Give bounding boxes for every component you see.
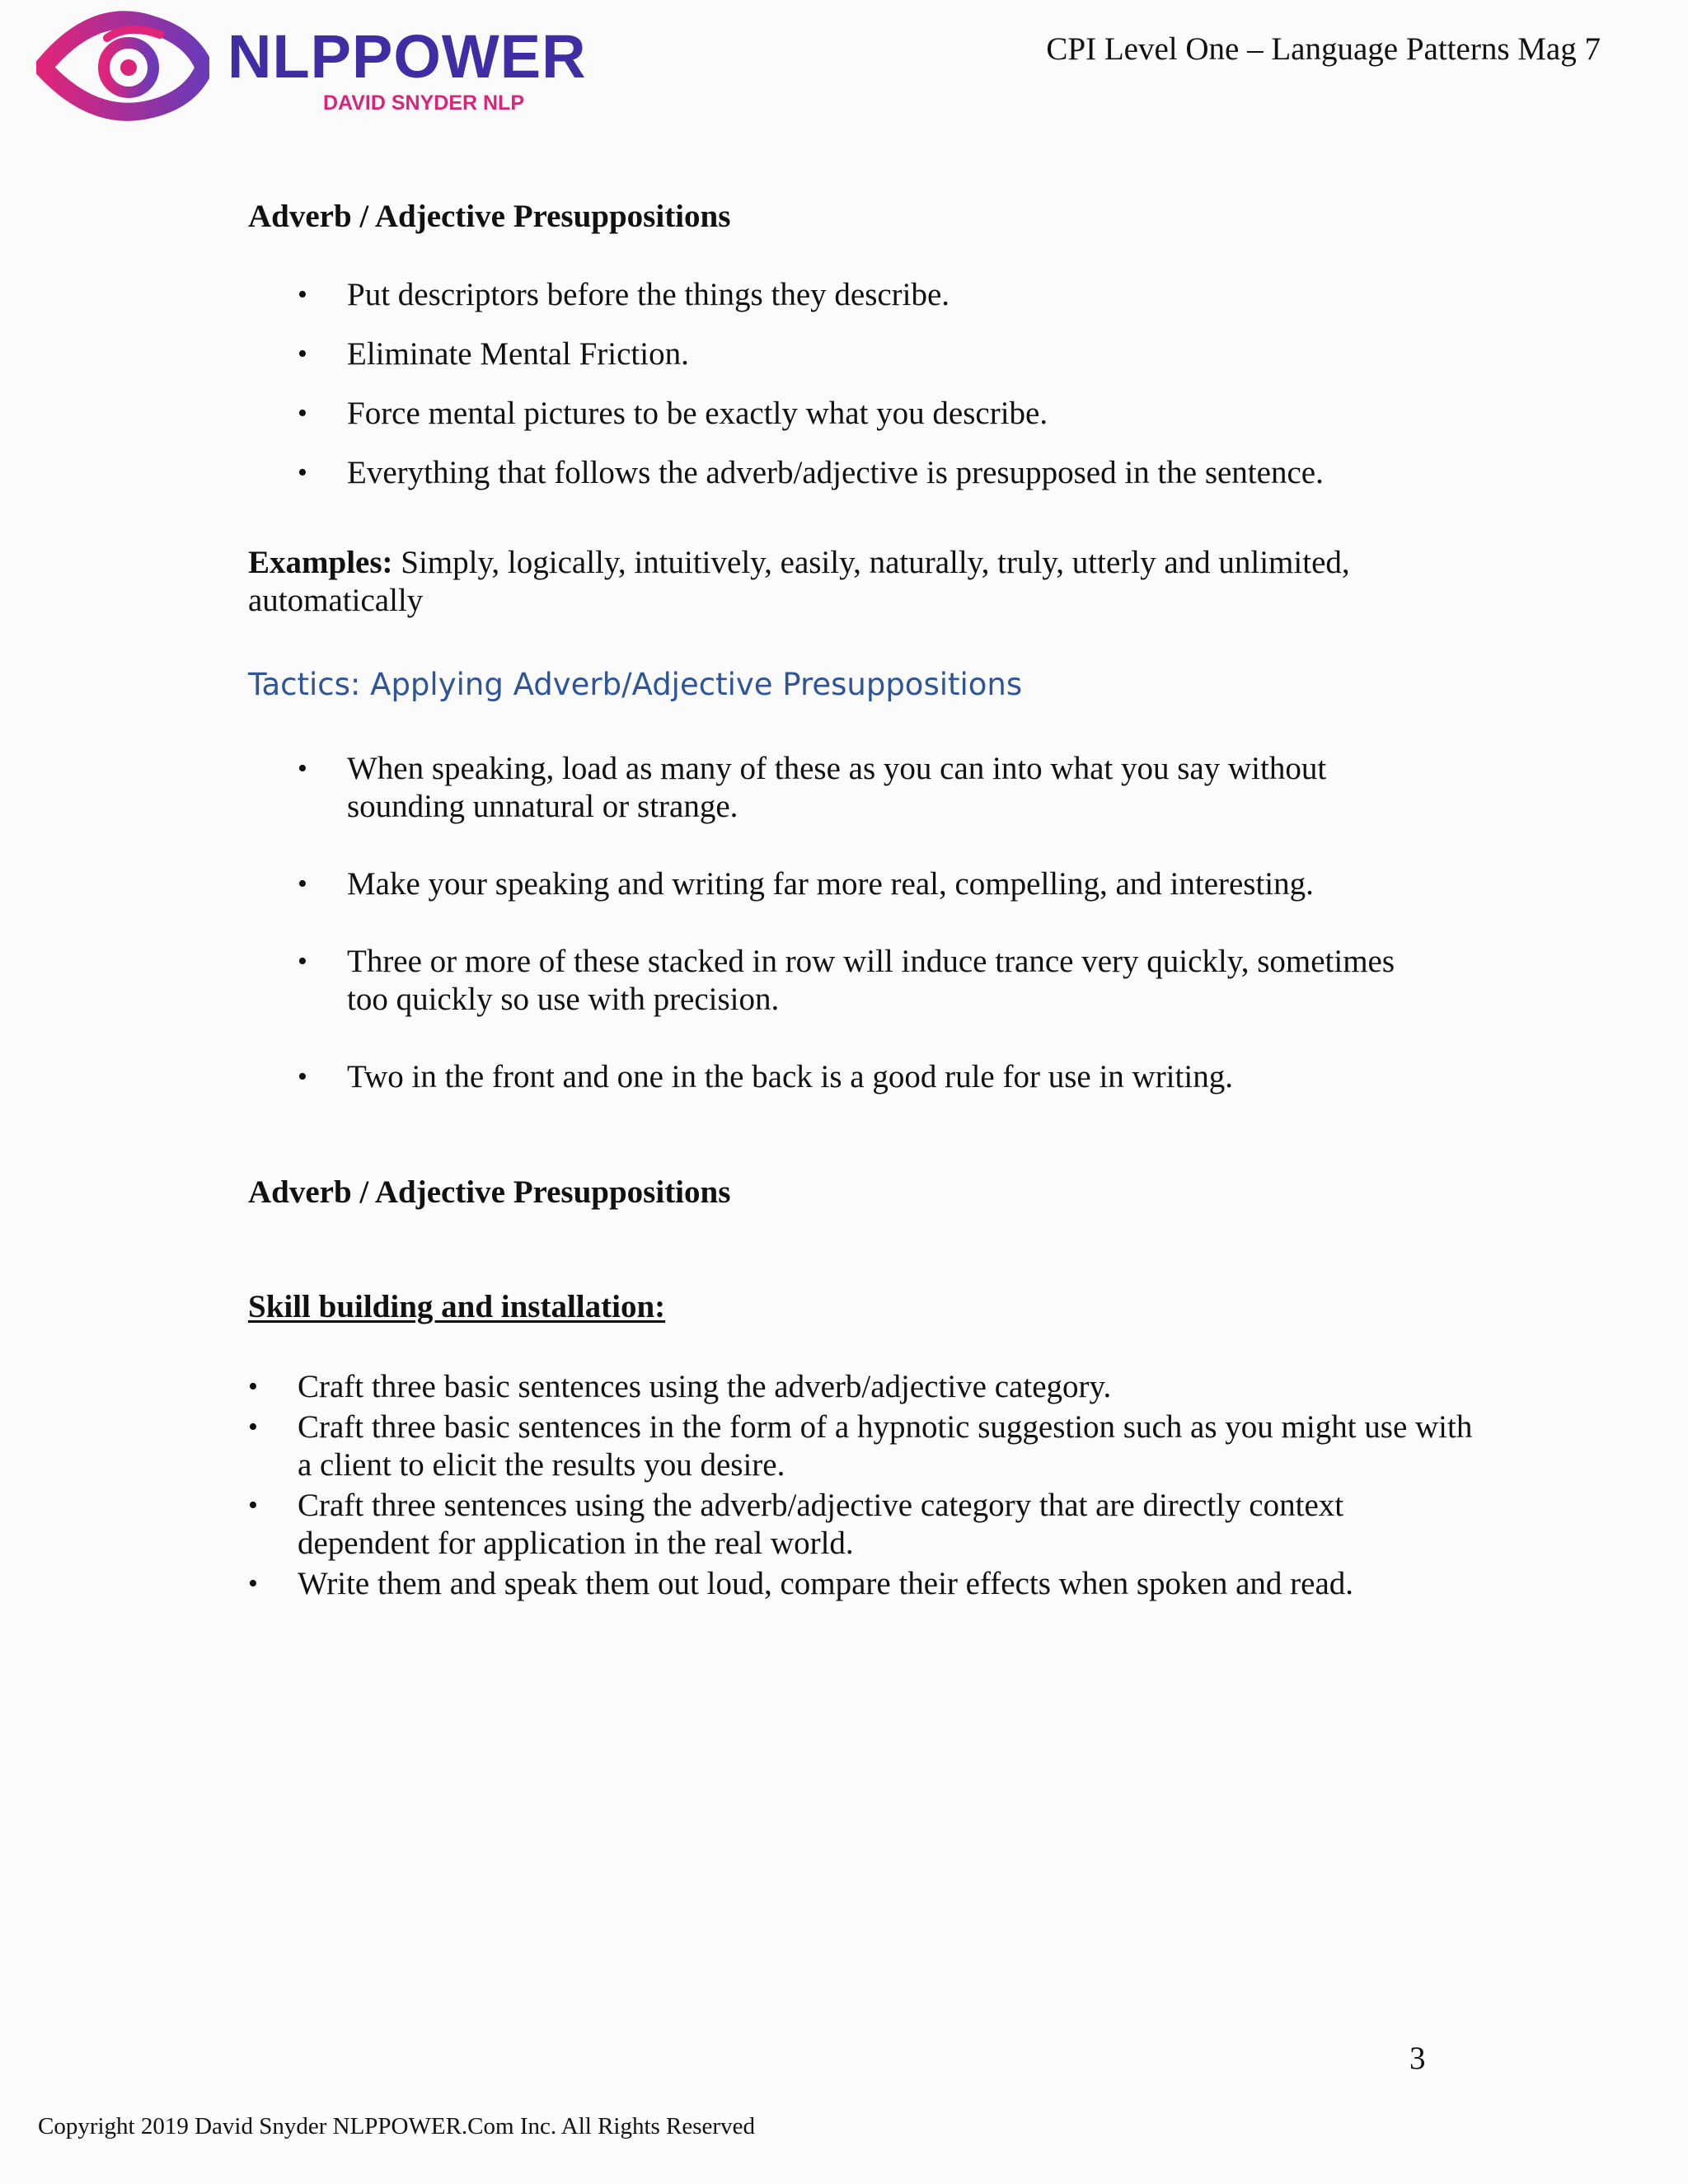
list-item: • Put descriptors before the things they describe. (298, 277, 950, 312)
bullet-marker: • (248, 1412, 258, 1442)
logo-brand-text: NLPPOWER (227, 22, 587, 91)
examples-text: Simply, logically, intuitively, easily, naturally, truly, utterly and unlimited, automatically (248, 545, 1350, 618)
bullet-marker: • (298, 753, 307, 784)
list-item: • Write them and speak them out loud, compare their effects when spoken and read. (248, 1566, 1354, 1601)
list-item: • Force mental pictures to be exactly what you describe. (298, 396, 1048, 431)
bullet-marker: • (298, 457, 307, 488)
bullet-marker: • (298, 398, 307, 429)
list-item: • Three or more of these stacked in row will induce trance very quickly, sometimes too quickly so use with precision. (298, 944, 1395, 1017)
bullet-marker: • (248, 1568, 258, 1599)
bullet-marker: • (298, 869, 307, 899)
bullet-marker: • (248, 1371, 258, 1402)
tactics-heading: Tactics: Applying Adverb/Adjective Presuppositions (248, 667, 1023, 702)
nlppower-logo (36, 8, 587, 124)
section-heading: Adverb / Adjective Presuppositions (248, 199, 731, 234)
skill-building-heading: Skill building and installation: (248, 1289, 666, 1324)
presupposition-bullet-list (248, 276, 1468, 513)
header-title: CPI Level One – Language Patterns Mag 7 (1046, 31, 1601, 67)
list-item: • Make your speaking and writing far more real, compelling, and interesting. (298, 866, 1314, 902)
list-item: • Two in the front and one in the back is a good rule for use in writing. (298, 1059, 1233, 1094)
section-heading-2: Adverb / Adjective Presuppositions (248, 1174, 731, 1210)
bullet-marker: • (298, 1062, 307, 1092)
bullet-marker: • (248, 1490, 258, 1521)
bullet-marker: • (298, 946, 307, 977)
list-item: • Eliminate Mental Friction. (298, 336, 689, 372)
list-item: • When speaking, load as many of these as you can into what you say without sounding unnatural or strange. (298, 751, 1327, 824)
list-item: • Everything that follows the adverb/adjective is presupposed in the sentence. (298, 455, 1324, 490)
copyright-footer: Copyright 2019 David Snyder NLPPOWER.Com Inc. All Rights Reserved (38, 2113, 755, 2139)
list-item: • Craft three sentences using the adverb/adjective category that are directly context dependent for application in the real world. (248, 1488, 1344, 1561)
skill-building-bullet-list (248, 1368, 1473, 1605)
logo-subtitle: DAVID SNYDER NLP (323, 91, 525, 115)
eye-icon (36, 8, 209, 124)
tactics-bullet-list (248, 750, 1468, 1136)
list-item: • Craft three basic sentences in the form of a hypnotic suggestion such as you might use with a client to elicit the results you desire. (248, 1409, 1473, 1483)
bullet-marker: • (298, 279, 307, 310)
page-number: 3 (1409, 2041, 1426, 2076)
examples-label: Examples: (248, 545, 393, 580)
examples-paragraph (248, 544, 1451, 620)
list-item: • Craft three basic sentences using the adverb/adjective category. (248, 1369, 1112, 1404)
bullet-marker: • (298, 339, 307, 369)
